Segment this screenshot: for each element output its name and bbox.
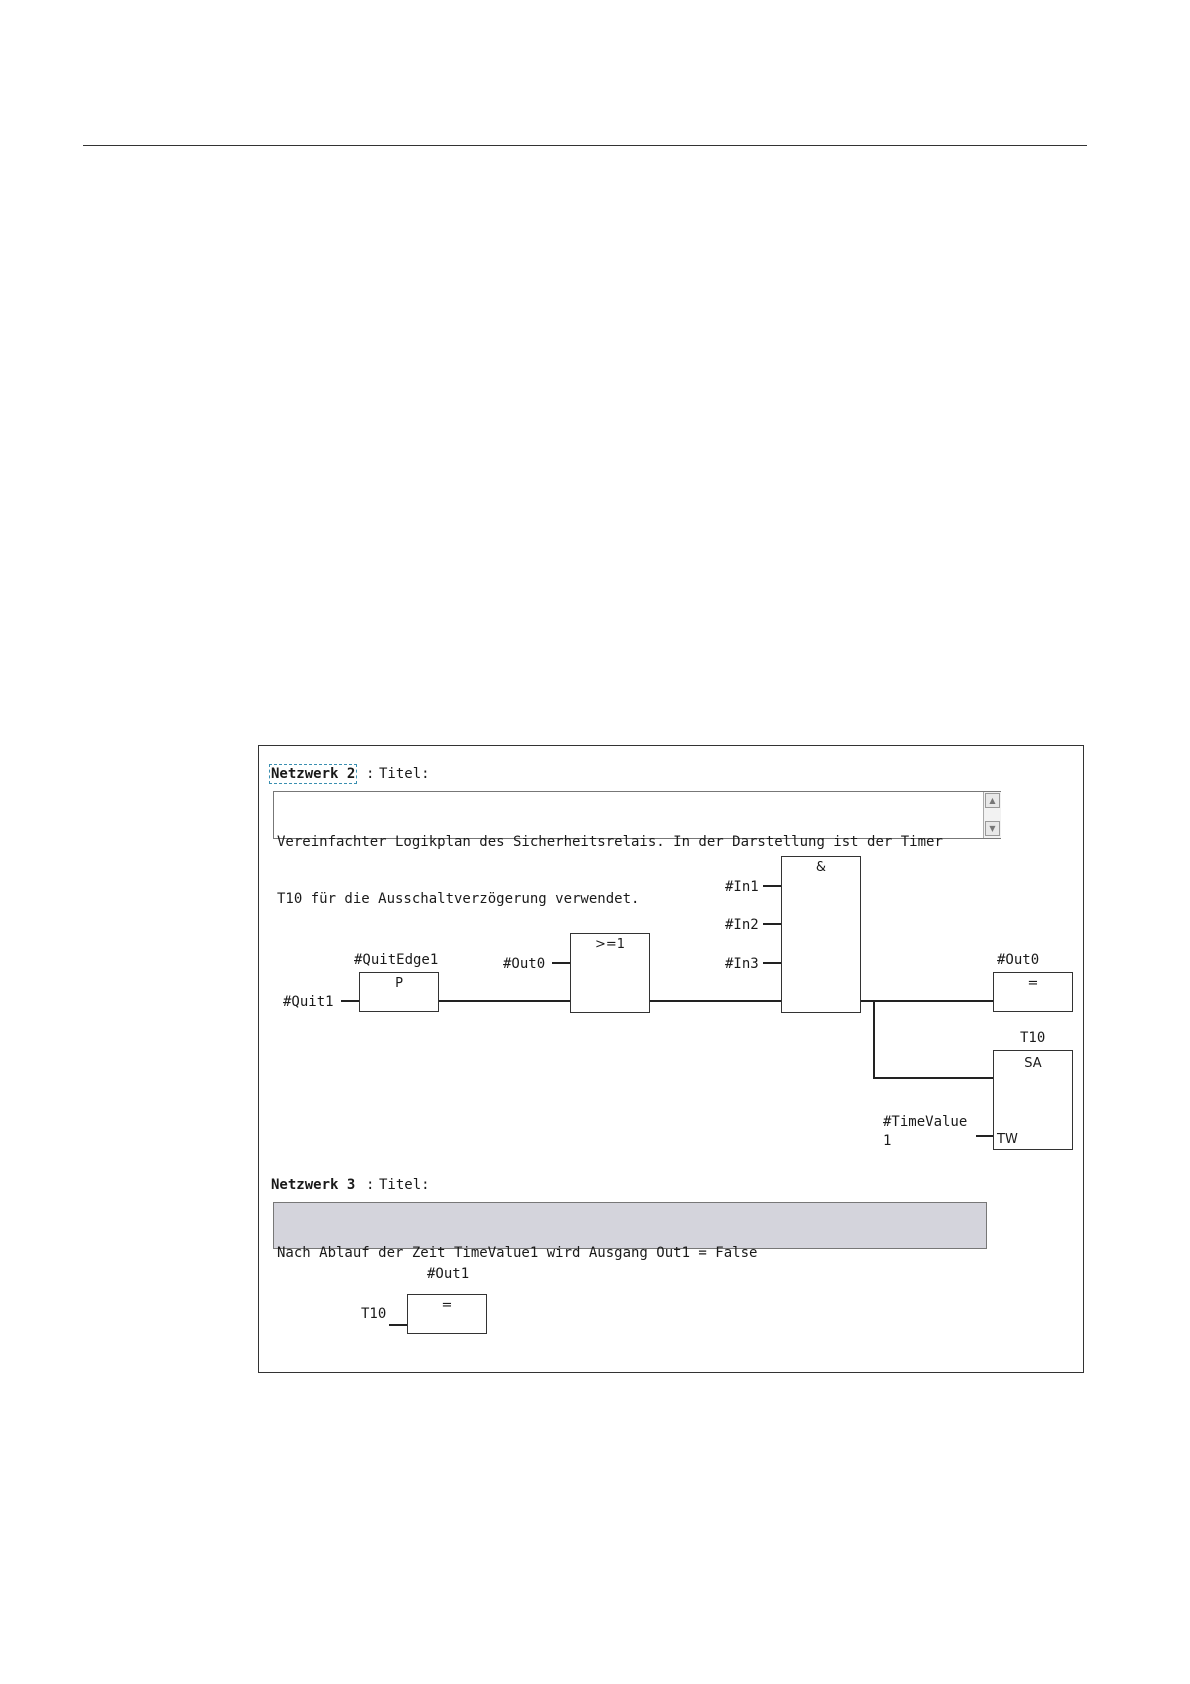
network2-comment-line1: Vereinfachter Logikplan des Sicherheitsrelais. In der Darstellung ist der Timer <box>277 834 943 850</box>
coil-out0-label: #Out0 <box>997 952 1040 968</box>
and-block[interactable] <box>781 856 861 1013</box>
network3-label-text: Netzwerk <box>271 1177 339 1193</box>
network2-label[interactable] <box>271 766 355 782</box>
wire-out0-input <box>552 962 572 964</box>
coil-out1-label: #Out1 <box>427 1266 470 1282</box>
and-block-input-1: #In1 <box>725 879 759 895</box>
timer-label: T10 <box>1020 1030 1046 1046</box>
wire-branch-vertical <box>873 1000 875 1079</box>
wire-and-to-coil <box>861 1000 995 1002</box>
or-block[interactable] <box>570 933 650 1013</box>
p-block-input: #Quit1 <box>283 994 334 1010</box>
network2-separator: : <box>366 766 375 782</box>
or-block-input: #Out0 <box>503 956 546 972</box>
scroll-down-icon[interactable]: ▼ <box>985 821 1000 836</box>
network3-comment-text: Nach Ablauf der Zeit TimeValue1 wird Ausgang Out1 = False <box>277 1245 758 1261</box>
wire-p-to-or <box>439 1000 572 1002</box>
network3-number: 3 <box>346 1177 356 1193</box>
network3-title[interactable]: Titel: <box>379 1177 430 1193</box>
network3-comment[interactable] <box>273 1202 987 1261</box>
network3-separator: : <box>366 1177 375 1193</box>
network2-comment-line2: T10 für die Ausschaltverzögerung verwendet. <box>277 891 640 907</box>
timer-sa-block[interactable] <box>993 1050 1073 1150</box>
or-block-text: >=1 <box>594 937 626 952</box>
scroll-up-icon[interactable]: ▲ <box>985 793 1000 808</box>
coil-out0[interactable] <box>993 972 1073 1012</box>
network2-title[interactable]: Titel: <box>379 766 430 782</box>
network3-label[interactable] <box>271 1177 355 1193</box>
wire-quit1 <box>341 1000 361 1002</box>
network2-comment-scrollbar[interactable] <box>983 792 1001 838</box>
timer-tw-value-line2: 1 <box>883 1133 892 1149</box>
p-edge-block[interactable] <box>359 972 439 1012</box>
wire-or-to-and <box>650 1000 783 1002</box>
and-block-input-3: #In3 <box>725 956 759 972</box>
timer-sa-text: SA <box>1024 1056 1042 1071</box>
page-header-rule <box>83 145 1087 146</box>
and-block-input-2: #In2 <box>725 917 759 933</box>
fbd-editor-window <box>258 745 1084 1373</box>
coil-out1-input: T10 <box>361 1306 387 1322</box>
p-edge-block-text: P <box>395 976 403 991</box>
p-block-label: #QuitEdge1 <box>354 952 439 968</box>
coil-out1[interactable] <box>407 1294 487 1334</box>
timer-tw-value-line1: #TimeValue <box>883 1114 968 1130</box>
coil-out1-text: = <box>441 1298 453 1313</box>
wire-in2 <box>763 923 783 925</box>
network2-number: 2 <box>346 766 356 782</box>
network2-label-text: Netzwerk <box>271 766 339 782</box>
wire-in3 <box>763 962 783 964</box>
timer-tw-pin: TW <box>997 1132 1018 1147</box>
and-block-text: & <box>815 860 827 875</box>
coil-out0-text: = <box>1027 976 1039 991</box>
wire-in1 <box>763 885 783 887</box>
wire-t10 <box>389 1324 409 1326</box>
wire-branch-to-timer <box>873 1077 995 1079</box>
